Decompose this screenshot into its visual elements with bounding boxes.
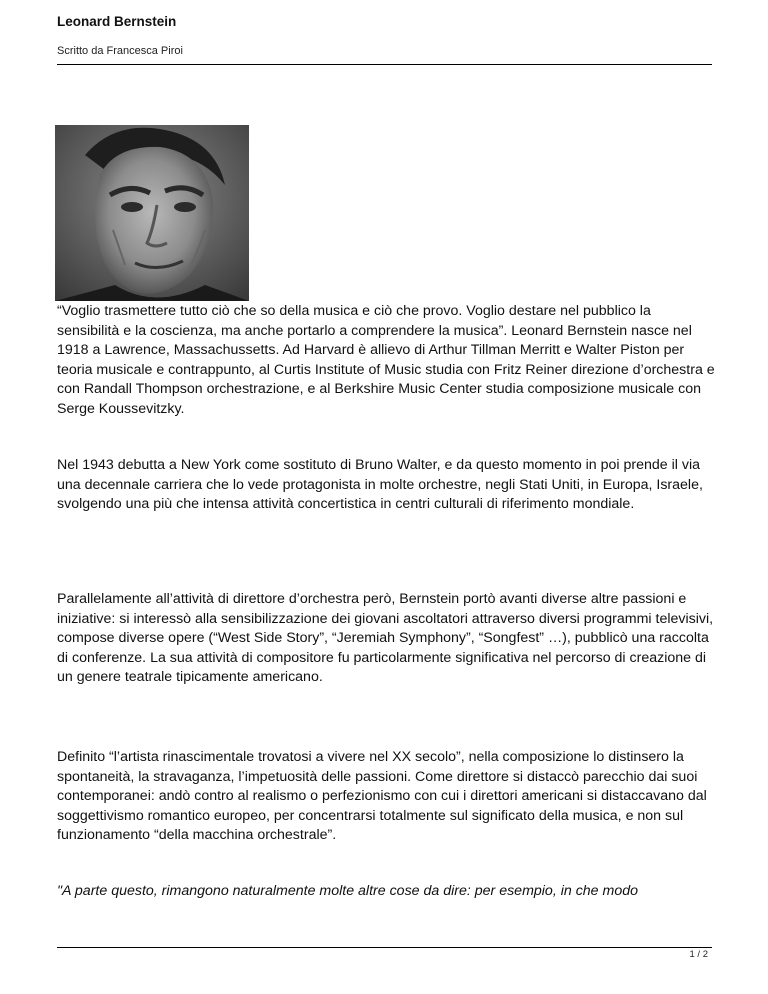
- paragraph-4: Definito “l’artista rinascimentale trovatosi a vivere nel XX secolo”, nella composizione lo distinsero la spontaneità, la stravaganza, l’impetuosità delle passioni. Come direttore si distaccò parecchio dai suoi contemporanei: andò contro al realismo o perfezionismo con cui i direttori americani si distaccavano dal soggettivismo romantico europeo, per concentrarsi totalmente sul significato della musica, e non sul funzionamento “della macchina orchestrale”.: [57, 749, 707, 843]
- paragraph-2: Nel 1943 debutta a New York come sostituto di Bruno Walter, e da questo momento in poi prende il via una decennale carriera che lo vede protagonista in molte orchestre, negli Stati Uniti, in Europa, Israele, svolgendo una più che intensa attività concertistica in centri culturali di riferimento mondiale.: [57, 457, 703, 512]
- footer-divider: [57, 947, 712, 948]
- page-number: 1 / 2: [689, 949, 708, 960]
- portrait-photo-icon: [55, 125, 249, 301]
- page-title: Leonard Bernstein: [57, 14, 177, 29]
- header-divider: [57, 64, 712, 65]
- paragraph-5-quote: "A parte questo, rimangono naturalmente molte altre cose da dire: per esempio, in che modo: [57, 883, 639, 899]
- author-line: Scritto da Francesca Piroi: [57, 45, 183, 57]
- paragraph-1: “Voglio trasmettere tutto ciò che so della musica e ciò che provo. Voglio destare nel pubblico la sensibilità e la coscienza, ma anche portarlo a comprendere la musica”. Leonard Bernstein nasce nel 1918 a Lawrence, Massachussetts. Ad Harvard è allievo di Arthur Tillman Merritt e Walter Piston per teoria musicale e contrappunto, al Curtis Institute of Music studia con Fritz Reiner direzione d’orchestra e con Randall Thompson orchestrazione, e al Berkshire Music Center studia composizione musicale con Serge Koussevitzky.: [57, 303, 715, 417]
- paragraph-3: Parallelamente all’attività di direttore d’orchestra però, Bernstein portò avanti diverse altre passioni e iniziative: si interessò alla sensibilizzazione dei giovani ascoltatori attraverso diversi programmi televisivi, compose diverse opere (“West Side Story”, “Jeremiah Symphony”, “Songfest” …), pubblicò una raccolta di conferenze. La sua attività di compositore fu particolarmente significativa nel percorso di creazione di un genere teatrale tipicamente americano.: [57, 591, 714, 685]
